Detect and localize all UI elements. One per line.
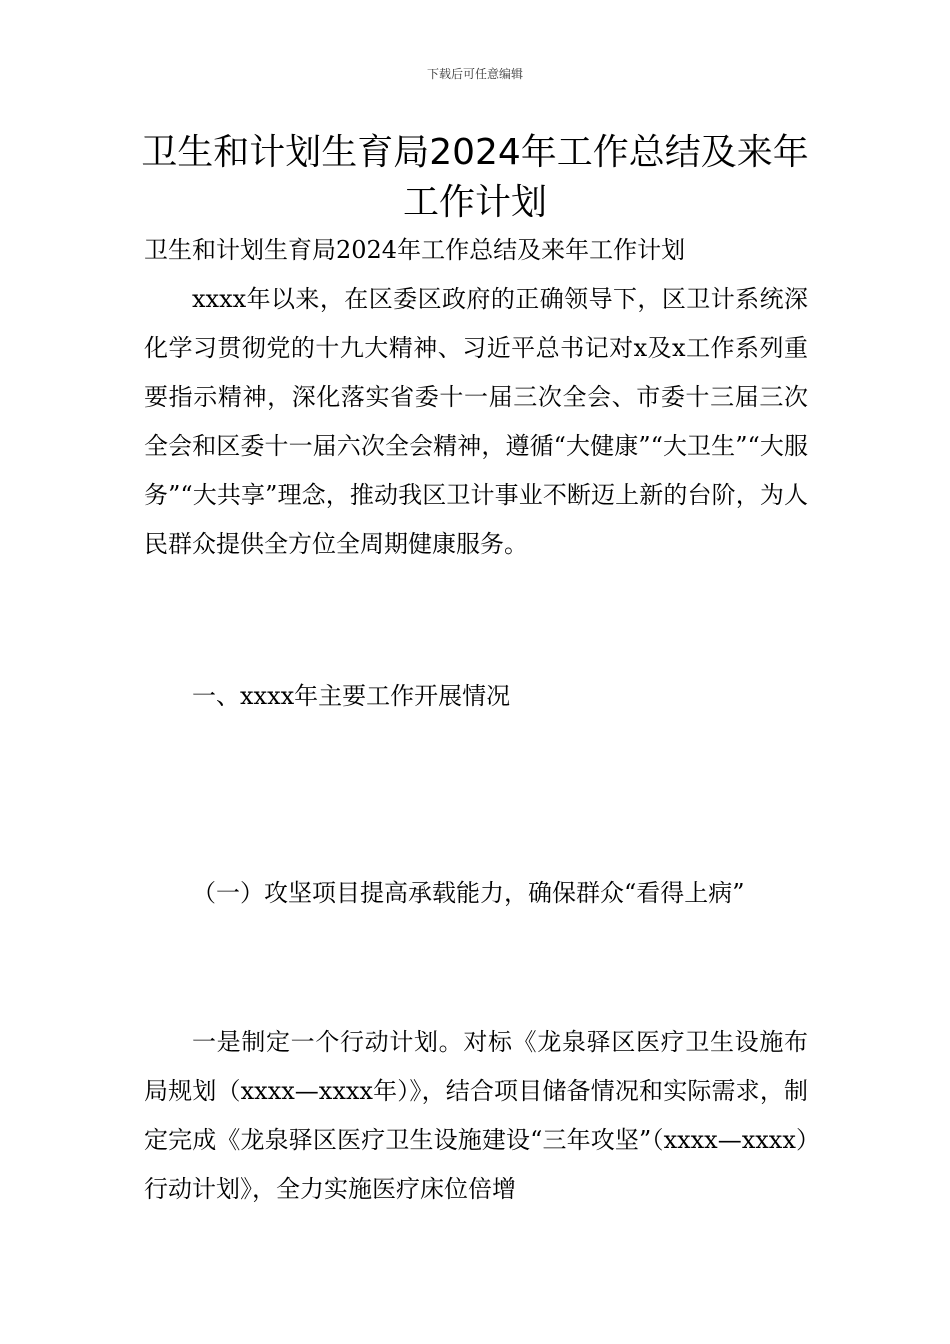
section-heading: 一、xxxx年主要工作开展情况 — [192, 682, 511, 710]
item-paragraph: 一是制定一个行动计划。对标《龙泉驿区医疗卫生设施布局规划（xxxx—xxxx年）》，结合项目储备情况和实际需求，制定完成《龙泉驿区医疗卫生设施建设“三年攻坚”（xxxx—xxxx）行动计划》，全力实施医疗床位倍增 — [144, 1028, 808, 1203]
document-title: 卫生和计划生育局2024年工作总结及来年工作计划 — [141, 132, 809, 223]
subsection-heading: （一）攻坚项目提高承载能力，确保群众“看得上病” — [192, 879, 745, 907]
document-subtitle: 卫生和计划生育局2024年工作总结及来年工作计划 — [144, 236, 686, 264]
header-note: 下载后可任意编辑 — [426, 67, 523, 81]
intro-paragraph: xxxx年以来，在区委区政府的正确领导下，区卫计系统深化学习贯彻党的十九大精神、习近平总书记对x及x工作系列重要指示精神，深化落实省委十一届三次全会、市委十三届三次全会和区委十一届六次全会精神，遵循“大健康”“大卫生”“大服务”“大共享”理念，推动我区卫计事业不断迈上新的台阶，为人民群众提供全方位全周期健康服务。 — [144, 285, 808, 558]
